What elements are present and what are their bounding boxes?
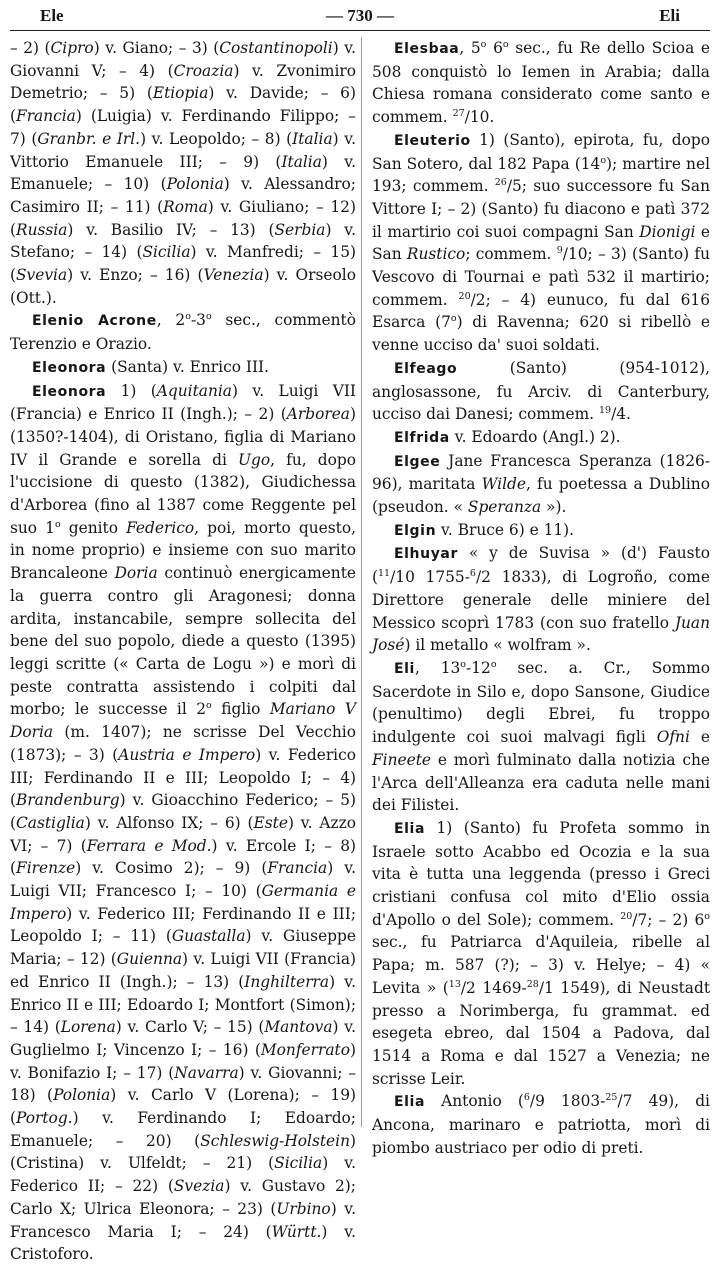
italic-text: Urbino [276,1199,331,1218]
entry-text: ) v. Giovanni; – 18) ( [10,1063,357,1105]
entry-text: ) v. Cosimo 2); – 9) ( [75,859,268,878]
italic-text: Doria [114,564,158,583]
entry-headword: Elfeago [394,360,458,377]
entry-text: ) v. Vittorio Emanuele III; – 9) ( [10,129,356,171]
italic-text: Ugo [238,450,271,469]
italic-text: Württ. [271,1222,322,1241]
entry-text: v. Edoardo (Angl.) 2). [449,427,621,446]
entry-text: , 13 [414,658,461,677]
entry-text: ) v. Federico III; Ferdinando II e III; Leopoldo I; – 11) ( [10,904,356,946]
dictionary-entry [372,129,710,357]
italic-text: Mariano V Doria [10,700,356,742]
entry-text: sec., fu Re dello Scioa e 508 conquistò lo Iemen in Arabia; dalla Chiesa romana considerato come santo e commem. [372,39,711,127]
italic-text: Speranza [467,498,542,517]
italic-text: Ferrara e Mod. [86,836,212,855]
entry-text: , poi, morto questo, in nome proprio) e insieme con suo marito Brancaleone [10,518,357,583]
superscript: o [206,700,212,712]
italic-text: Francia [16,107,76,126]
entry-text: ) (1350?-1404), di Oristano, figlia di Mariano IV il Grande e sorella di [10,405,356,469]
entry-headword: Elenio Acrone [32,313,157,330]
entry-text: ) v. Luigi VII (Francia) e Enrico II (Ingh.); – 2) ( [10,381,357,424]
italic-text: Serbia [274,220,326,239]
entry-text: « y de Suvisa » (d') Fausto ( [372,544,710,587]
superscript: o [185,311,191,323]
entry-text: ) v. Ercole I; – 8) ( [10,836,356,878]
entry-text: (Santa) v. Enrico III. [106,357,269,376]
entry-text: e [689,728,710,747]
superscript: 20 [458,290,471,302]
entry-text: 6 [486,39,503,57]
italic-text: Navarra [174,1063,239,1082]
entry-text: v. Bruce 6) e 11). [436,520,575,539]
italic-text: Castiglia [16,813,85,832]
entry-text: figlio [211,700,270,719]
italic-text: Firenze [16,859,76,878]
entry-text: ) v. Azzo VI; – 7) ( [10,813,356,855]
italic-text: Juan José [372,613,710,655]
entry-text: ) v. Basilio IV; – 13) ( [67,220,275,239]
entry-text: ) (Cristina) v. Ulfeldt; – 21) ( [10,1131,356,1173]
italic-text: Lorena [60,1018,116,1037]
italic-text: Inghilterra [244,972,330,991]
italic-text: Cipro [50,39,94,57]
entry-text: ) di Ravenna; 620 si ribellò e venne ucciso da' suoi soldati. [372,313,710,355]
dictionary-entry [372,450,710,519]
entry-text: e morì fulminato dalla notizia che l'Arca dell'Alleanza era caduta nelle mani dei Filistei. [372,750,710,815]
entry-text: , 2 [156,311,186,330]
superscript: 6 [523,1092,530,1104]
italic-text: Portog. [16,1109,73,1128]
italic-text: Svevia [16,266,68,285]
entry-text: ) v. Giano; – 3) ( [93,39,220,57]
superscript: o [502,38,509,50]
entry-text: ) (Luigia) v. Ferdinando Filippo; – 7) ( [10,107,356,148]
italic-text: Schleswig-Holstein [200,1131,350,1150]
entry-text: 1) (Santo) fu Profeta sommo in Israele sotto Acabbo ed Ocozia e la sua vita è tutta una leggenda (presso i Greci cristiani confusa col mito d'Elio ossia d'Apollo o del Sole); commem. [372,818,710,929]
italic-text: Federico [126,518,195,537]
entry-text: /2 1469- [460,978,527,997]
dictionary-entry [10,309,356,355]
entry-headword: Elgin [394,522,437,539]
entry-text: , fu poetessa a Dublino (pseudon. « [372,475,710,517]
entry-text: ) v. Leopoldo; – 8) ( [140,129,293,148]
entry-text: e San [372,222,710,264]
italic-text: Italia [281,152,322,171]
left-column [10,37,362,1264]
entry-text: ) il metallo « wolfram ». [404,636,591,655]
italic-text: Dionigi [639,222,696,241]
entry-text: 1) (Santo), epirota, fu, dopo San Sotero, dal 182 Papa (14 [372,130,710,173]
italic-text: Sicilia [142,243,191,262]
entry-text: sec., commentò Terenzio e Orazio. [10,311,356,354]
superscript: o [600,154,607,166]
italic-text: Este [253,813,288,832]
italic-text: Guastalla [171,927,246,946]
entry-text: Jane Francesca Speranza (1826-96), maritata [372,451,710,494]
italic-text: Rustico [406,245,466,264]
dictionary-entry [372,657,710,817]
dictionary-entry [372,1090,710,1159]
entry-text: ; commem. [465,245,557,264]
entry-headword: Elia [394,1094,426,1111]
entry-text: ) v. Giuseppe Maria; – 12) ( [10,927,356,969]
dictionary-entry [372,426,710,450]
entry-headword: Elhuyar [394,546,458,563]
entry-headword: Elesbaa [394,41,460,57]
italic-text: Aquitania [156,381,232,400]
entry-text: ) v. Orseolo (Ott.). [10,266,356,307]
entry-headword: Elia [394,820,426,837]
entry-text: ) v. Carlo V; – 15) ( [115,1018,265,1037]
entry-text: »). [541,498,567,517]
superscript: o [480,38,487,50]
entry-text: sec. a. Cr., Sommo Sacerdote in Silo e, dopo Sansone, Giudice (penultimo) degli Ebrei, fu troppo indulgente coi suoi malvagi figli [372,658,710,747]
italic-text: Ofni [656,728,690,747]
entry-text: ) v. Alfonso IX; – 6) ( [84,813,254,832]
entry-text: ) v. Enrico II e III; Edoardo I; Montfort (Simon); – 14) ( [10,972,356,1037]
entry-text: ) v. Gioacchino Federico; – 5) ( [10,791,356,832]
italic-text: Sicilia [274,1154,323,1173]
superscript: 11 [378,568,391,580]
entry-text: /2; – 4) eunuco, fu dal 616 Esarca (7 [372,290,710,332]
italic-text: Mantova [264,1018,333,1037]
italic-text: Etiopia [152,84,209,103]
entry-text: ) v. Alessandro; Casimiro II; – 11) ( [10,175,356,216]
entry-text: ) v. Luigi VII; Francesco I; – 10) ( [10,859,356,901]
entry-text: ) v. Francesco Maria I; – 24) ( [10,1199,356,1241]
entry-text: (m. 1407); ne scrisse Del Vecchio (1873); – 3) ( [10,723,356,764]
header-right-guide-word: Eli [659,6,680,25]
entry-headword: Eleonora [32,359,107,376]
dictionary-entry [372,817,710,1090]
entry-headword: Elfrida [394,429,450,446]
entry-text: genito [60,518,127,537]
superscript: o [704,910,711,922]
italic-text: Russia [16,220,68,239]
entry-text: ) v. Guglielmo I; Vincenzo I; – 16) ( [10,1018,356,1059]
dictionary-entry [372,542,710,657]
entry-text: ) v. Carlo V (Lorena); – 19) ( [10,1086,356,1128]
entry-text: ) v. Giuliano; – 12) ( [10,197,356,239]
dictionary-entry [10,37,356,309]
entry-text: ) v. Manfredi; – 15) ( [10,243,356,285]
italic-text: Croazia [173,61,234,80]
page-number: — 730 — [326,6,394,25]
italic-text: Italia [292,129,333,148]
superscript: 25 [605,1092,618,1104]
header-left-guide-word: Ele [40,6,64,25]
page-header [10,6,710,31]
dictionary-entry [372,519,710,543]
entry-text: ) v. Cristoforo. [10,1222,356,1264]
entry-text: ); martire nel 193; commem. [372,154,710,196]
italic-text: Guienna [116,950,183,969]
right-column [372,37,711,1157]
entry-text: ) v. Stefano; – 14) ( [10,220,356,262]
italic-text: Francia [267,859,328,878]
entry-text: ) v. Enzo; – 16) ( [67,266,204,285]
entry-text: ) v. Giovanni V; – 4) ( [10,39,356,80]
entry-text: ) v. Federico III; Ferdinando II e III; Leopoldo I; – 4) ( [10,745,356,810]
entry-text: – 2) ( [10,39,51,57]
italic-text: Venezia [203,266,264,285]
entry-headword: Eleuterio [394,132,471,149]
entry-text: (Santo) (954-1012), anglosassone, fu Arciv. di Canterbury, ucciso dai Danesi; commem. [372,358,710,424]
italic-text: Monferrato [260,1040,350,1059]
entry-headword: Eli [394,660,415,677]
entry-text: /10; – 3) (Santo) fu Vescovo di Tournai e patì 532 il martirio; commem. [372,245,710,309]
entry-text: Antonio ( [425,1092,524,1111]
superscript: o [54,518,61,530]
dictionary-entry [372,37,710,129]
entry-text: /4. [611,405,631,424]
italic-text: Arborea [286,405,350,424]
italic-text: Fineete [372,750,432,769]
italic-text: Svezia [173,1177,225,1196]
entry-text: /7 49), di Ancona, marinaro e patriotta, morì di piombo austriaco per odio di preti. [372,1092,710,1157]
superscript: 28 [526,978,539,990]
superscript: o [205,311,212,323]
italic-text: Wilde [481,475,526,494]
italic-text: Polonia [53,1086,111,1105]
superscript: o [460,658,467,670]
entry-text: , fu, dopo l'uccisione di questo (1382), Giudichessa d'Arborea (fino al 1387 come Reggente pel suo 1 [10,450,357,537]
italic-text: Polonia [166,175,224,194]
entry-text: ) v. Luigi VII (Francia) ed Enrico II (Ingh.); – 13) ( [10,950,356,991]
entry-text: ) v. Zvonimiro Demetrio; – 5) ( [10,61,356,103]
entry-text: /5; suo successore fu San Vittore I; – 2) (Santo) fu diacono e patì 372 il martirio coi suoi compagni San [372,177,710,241]
superscript: 26 [494,177,507,189]
entry-text: continuò energicamente la guerra contro gli Aragonesi; donna ardita, instancabile, sempre sollecita del bene del suo popolo, diede a questo (1395) leggi scritte (« Carta de Logu ») e morì di peste contratta assistendo i colpiti dal morbo; le successe il 2 [10,564,356,719]
entry-headword: Elgee [394,453,441,470]
superscript: 27 [452,107,465,119]
italic-text: Costantinopoli [219,39,333,57]
superscript: 9 [556,245,563,257]
entry-text: ) v. Emanuele; – 10) ( [10,152,356,194]
entry-text: , 5 [459,39,481,57]
superscript: o [450,313,457,325]
superscript: 6 [469,568,476,580]
superscript: o [490,658,497,670]
entry-text: /9 1803- [529,1092,606,1111]
entry-text: /1 1549), di Neustadt presso a Norimberga, fu grammat. ed esegeta ebreo, dal 1504 a Padova, dal 1514 a Roma e dal 1527 a Venezia; ne scrisse Leir. [372,978,711,1088]
superscript: 20 [620,910,633,922]
italic-text: Granbr. e Irl. [37,129,141,148]
entry-headword: Eleonora [32,383,107,400]
superscript: 19 [598,405,612,417]
entry-text: /2 1833), di Logroño, come Direttore generale delle miniere del Messico scoprì 1783 (con suo fratello [372,568,710,632]
entry-text: -12 [466,658,491,677]
entry-text: /10. [464,108,495,127]
dictionary-entry [372,357,710,426]
dictionary-entry [10,380,356,1266]
entry-text: ) v. Gustavo 2); Carlo X; Ulrica Eleonora; – 23) ( [10,1177,356,1218]
superscript: 13 [448,978,461,990]
italic-text: Austria e Impero [118,745,256,764]
entry-text: 1) ( [106,381,157,400]
entry-text: ) v. Davide; – 6) ( [10,84,356,126]
italic-text: Brandenburg [16,791,120,810]
entry-text: ) v. Ferdinando I; Edoardo; Emanuele; – 20) ( [10,1109,356,1150]
entry-text: /7; – 2) 6 [632,910,705,929]
italic-text: Germania e Impero [10,882,356,923]
entry-text: ) v. Federico II; – 22) ( [10,1154,356,1196]
entry-text: sec., fu Patriarca d'Aquileia, ribelle al Papa; m. 587 (?); – 3) v. Helye; – 4) « Levita » ( [372,933,710,997]
entry-text: /10 1755- [390,568,470,587]
dictionary-entry [10,356,356,380]
entry-text: ) v. Bonifazio I; – 17) ( [10,1040,356,1082]
entry-text: -3 [190,311,206,330]
italic-text: Roma [163,197,208,216]
text-columns [10,37,711,1264]
